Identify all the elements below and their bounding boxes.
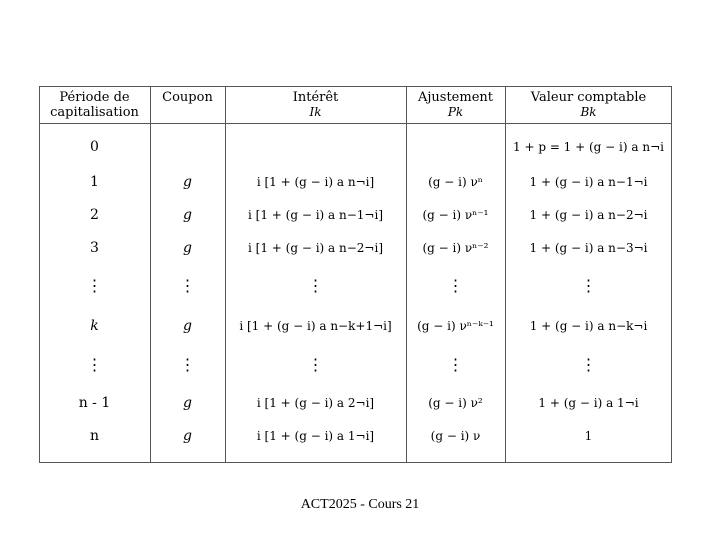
header-interest [225,90,406,120]
header-period [39,90,150,120]
header-coupon [150,90,225,105]
header-adjustment [406,90,505,120]
cell-book-value-8: 1 [584,429,593,443]
header-adjustment-line1: Ajustement [418,90,493,105]
slide-footer: ACT2025 - Cours 21 [300,497,420,512]
cell-book-value-4: ⋮ [580,276,597,295]
header-period-line2: capitalisation [50,105,139,120]
cell-period-0: 0 [90,139,99,155]
cell-adjustment-2: (g − i) νⁿ⁻¹ [422,208,489,222]
cell-book-value-7: 1 + (g − i) a 1¬i [538,396,639,410]
cell-adjustment-6: ⋮ [447,355,464,374]
cell-adjustment-7: (g − i) ν² [428,396,483,410]
cell-interest-5: i [1 + (g − i) a n−k+1¬i] [239,319,392,333]
cell-book-value-1: 1 + (g − i) a n−1¬i [529,175,648,189]
cell-book-value-3: 1 + (g − i) a n−3¬i [529,241,648,255]
cell-coupon-2: g [183,207,192,223]
cell-coupon-3: g [183,240,192,256]
cell-coupon-6: ⋮ [179,355,196,374]
cell-period-3: 3 [90,240,99,256]
header-interest-symbol: Ik [309,105,322,119]
cell-coupon-1: g [183,174,192,190]
cell-adjustment-1: (g − i) νⁿ [428,175,483,189]
cell-period-4: ⋮ [86,276,103,295]
cell-book-value-2: 1 + (g − i) a n−2¬i [529,208,648,222]
cell-period-8: n [89,428,100,444]
header-adjustment-symbol: Pk [447,105,464,119]
cell-period-5: k [90,318,99,334]
cell-period-2: 2 [90,207,99,223]
header-book-value-symbol: Bk [580,105,597,119]
cell-coupon-8: g [183,428,192,444]
cell-book-value-5: 1 + (g − i) a n−k¬i [529,319,648,333]
cell-period-7: n - 1 [78,395,111,411]
cell-interest-3: i [1 + (g − i) a n−2¬i] [248,241,383,255]
cell-coupon-7: g [183,395,192,411]
cell-book-value-6: ⋮ [580,355,597,374]
cell-adjustment-3: (g − i) νⁿ⁻² [422,241,489,255]
header-book-value-line1: Valeur comptable [530,90,647,105]
cell-interest-6: ⋮ [307,355,324,374]
header-period-line1: Période de [59,90,130,105]
header-interest-line1: Intérêt [292,90,339,105]
cell-interest-1: i [1 + (g − i) a n¬i] [256,175,375,189]
cell-interest-2: i [1 + (g − i) a n−1¬i] [248,208,383,222]
cell-period-1: 1 [90,174,99,190]
header-book-value [505,90,672,120]
cell-coupon-4: ⋮ [179,276,196,295]
cell-period-6: ⋮ [86,355,103,374]
cell-book-value-0: 1 + p = 1 + (g − i) a n¬i [513,140,664,154]
cell-adjustment-4: ⋮ [447,276,464,295]
cell-coupon-5: g [183,318,192,334]
cell-interest-7: i [1 + (g − i) a 2¬i] [256,396,375,410]
cell-adjustment-5: (g − i) νⁿ⁻ᵏ⁻¹ [417,319,494,333]
amortization-table [39,86,672,463]
cell-interest-8: i [1 + (g − i) a 1¬i] [256,429,375,443]
cell-adjustment-8: (g − i) ν [430,429,481,443]
cell-interest-4: ⋮ [307,276,324,295]
header-coupon-line1: Coupon [162,90,213,105]
